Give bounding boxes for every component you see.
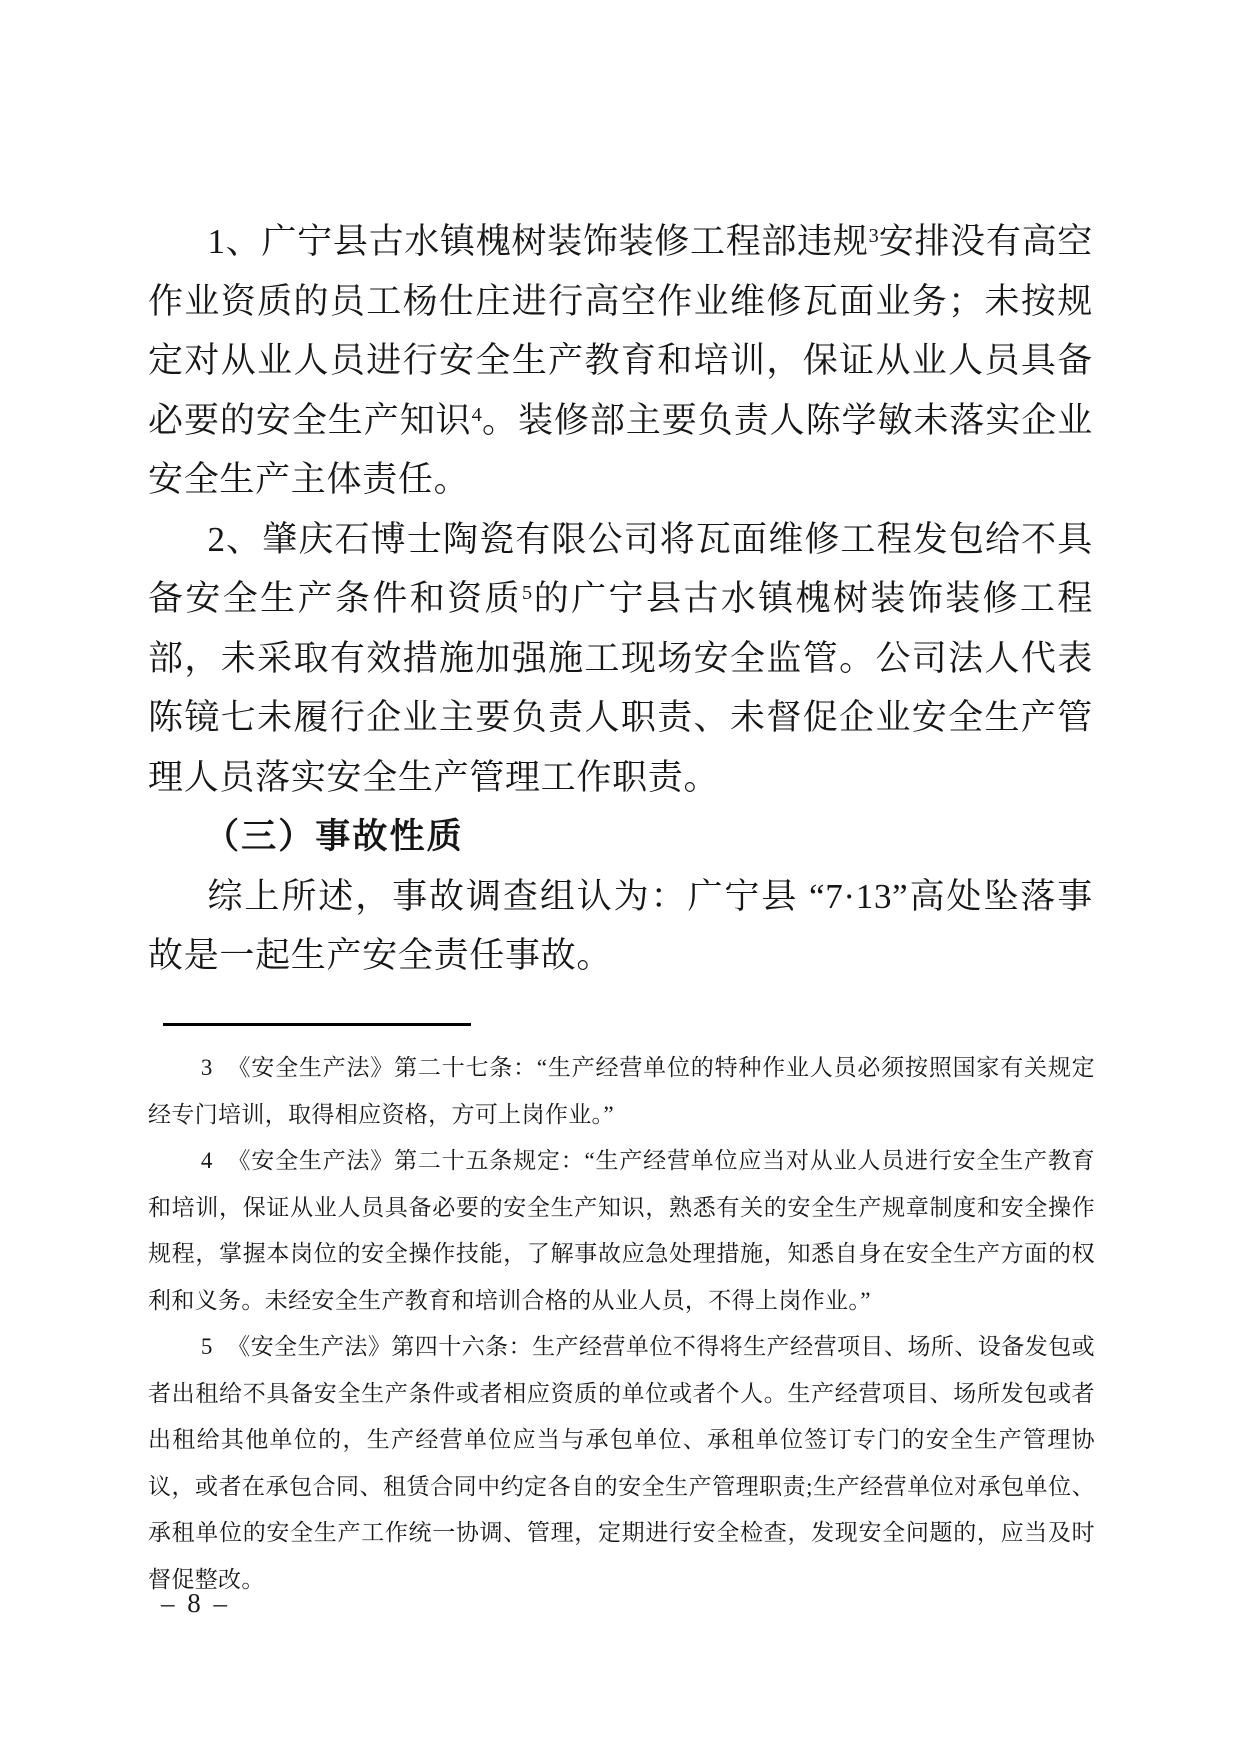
- footnote-text: 《安全生产法》第二十七条：“生产经营单位的特种作业人员必须按照国家有关规定经专门培训，取得相应资格，方可上岗作业。”: [148, 1055, 1095, 1127]
- footnote-separator: [163, 1023, 471, 1026]
- document-body: [148, 212, 1093, 986]
- paragraph-text: 的广宁县古水镇槐树装饰装修工程部，未采取有效措施加强施工现场安全监管。公司法人代表陈镜七未履行企业主要负责人职责、未督促企业安全生产管理人员落实安全生产管理工作职责。: [148, 579, 1093, 797]
- footnote-number: 4: [200, 1148, 213, 1173]
- footnote-5: [148, 1324, 1095, 1603]
- footnote-4: [148, 1138, 1095, 1324]
- paragraph-text: 。装修部主要负责人陈学敏未落实企业安全生产主体责任。: [148, 400, 1093, 499]
- page-number: – 8 –: [161, 1588, 230, 1618]
- body-paragraph-1: [148, 212, 1093, 510]
- section-heading: （三）事故性质: [204, 817, 464, 856]
- footnote-ref-5: 5: [521, 581, 533, 604]
- body-paragraph-3: [148, 867, 1093, 986]
- footnote-number: 3: [200, 1055, 213, 1080]
- footnote-number: 5: [200, 1334, 213, 1359]
- footnotes-section: [148, 1023, 1095, 1603]
- footnote-text: 《安全生产法》第四十六条：生产经营单位不得将生产经营项目、场所、设备发包或者出租给不具备安全生产条件或者相应资质的单位或者个人。生产经营项目、场所发包或者出租给其他单位的，生产经营单位应当与承包单位、承租单位签订专门的安全生产管理协议，或者在承包合同、租赁合同中约定各自的安全生产管理职责;生产经营单位对承包单位、承租单位的安全生产工作统一协调、管理，定期进行安全检查，发现安全问题的，应当及时督促整改。: [148, 1334, 1095, 1592]
- paragraph-text: 综上所述，事故调查组认为：广宁县 “7·13”高处坠落事故是一起生产安全责任事故。: [148, 876, 1093, 975]
- paragraph-text: 2、肇庆石博士陶瓷有限公司将瓦面维修工程发包给不具备安全生产条件和资质: [148, 519, 1093, 618]
- footnote-ref-3: 3: [868, 224, 879, 247]
- footnote-3: [148, 1045, 1095, 1138]
- footnote-text: 《安全生产法》第二十五条规定：“生产经营单位应当对从业人员进行安全生产教育和培训，保证从业人员具备必要的安全生产知识，熟悉有关的安全生产规章制度和安全操作规程，掌握本岗位的安全操作技能，了解事故应急处理措施，知悉自身在安全生产方面的权利和义务。未经安全生产教育和培训合格的从业人员，不得上岗作业。”: [148, 1148, 1095, 1313]
- paragraph-text: 1、广宁县古水镇槐树装饰装修工程部违规: [207, 222, 869, 261]
- body-paragraph-2: [148, 510, 1093, 808]
- footnote-ref-4: 4: [471, 403, 482, 426]
- paragraph-text: 安排没有高空作业资质的员工杨仕庄进行高空作业维修瓦面业务；未按规定对从业人员进行安全生产教育和培训，保证从业人员具备必要的安全生产知识: [148, 222, 1094, 440]
